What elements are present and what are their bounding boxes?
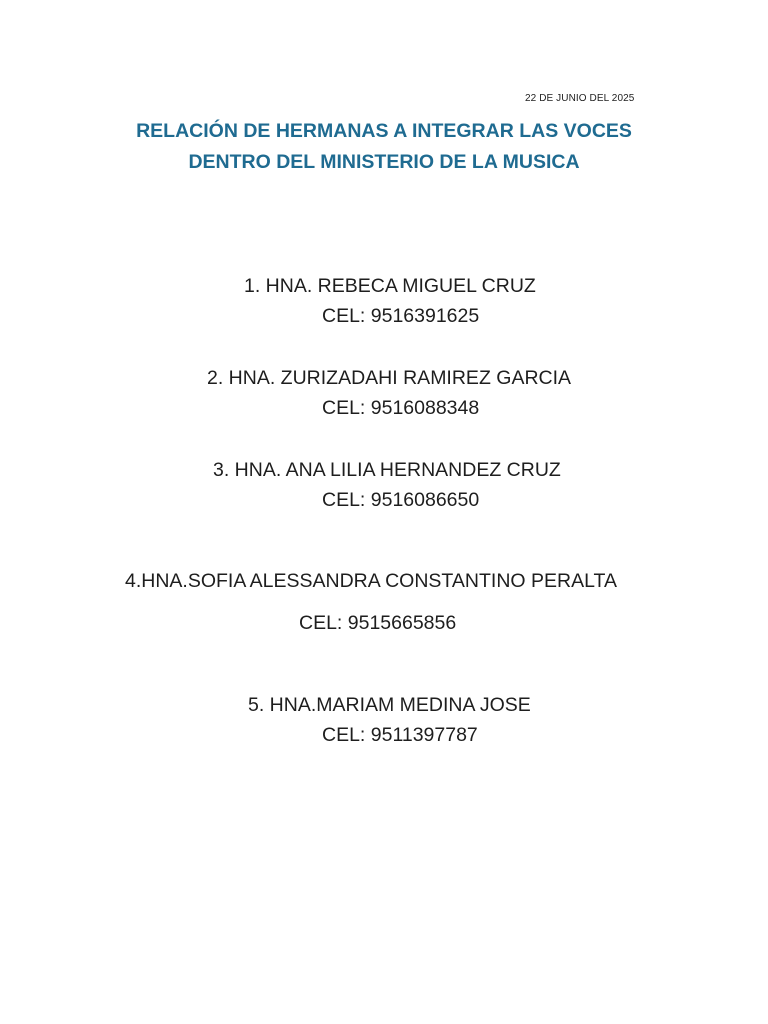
member-name: 5. HNA.MARIAM MEDINA JOSE (248, 694, 531, 716)
member-name: 1. HNA. REBECA MIGUEL CRUZ (244, 275, 536, 297)
member-name: 3. HNA. ANA LILIA HERNANDEZ CRUZ (213, 459, 561, 481)
member-phone: CEL: 9515665856 (299, 612, 457, 634)
document-title-line-1: RELACIÓN DE HERMANAS A INTEGRAR LAS VOCES (136, 120, 632, 142)
member-phone: CEL: 9516086650 (322, 489, 480, 511)
member-phone: CEL: 9511397787 (322, 724, 478, 746)
member-name: 4.HNA.SOFIA ALESSANDRA CONSTANTINO PERALTA (125, 570, 617, 592)
document-date: 22 DE JUNIO DEL 2025 (525, 93, 635, 104)
member-name: 2. HNA. ZURIZADAHI RAMIREZ GARCIA (207, 367, 572, 389)
member-phone: CEL: 9516088348 (322, 397, 480, 419)
member-phone: CEL: 9516391625 (322, 305, 480, 327)
document-title-line-2: DENTRO DEL MINISTERIO DE LA MUSICA (188, 151, 580, 173)
